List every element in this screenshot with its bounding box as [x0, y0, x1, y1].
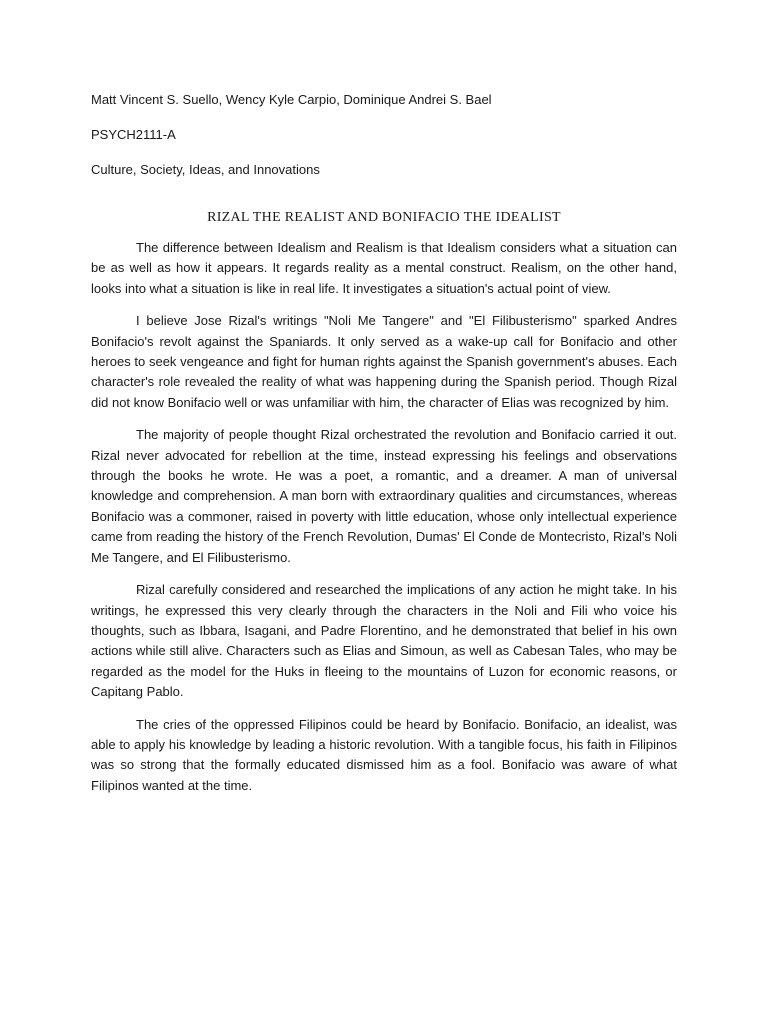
- course-code-line: PSYCH2111-A: [91, 127, 176, 142]
- paragraph-5: The cries of the oppressed Filipinos could be heard by Bonifacio. Bonifacio, an idealist, was able to apply his knowledge by leading a historic revolution. With a tangible focus, his faith in Filipinos was so strong that the formally educated dismissed him as a fool. Bonifacio was aware of what Filipinos wanted at the time.: [91, 716, 677, 793]
- document-title: RIZAL THE REALIST AND BONIFACIO THE IDEALIST: [207, 210, 561, 225]
- document-header: [91, 92, 691, 197]
- course-title-line: Culture, Society, Ideas, and Innovations: [91, 162, 320, 177]
- document-body: [91, 238, 677, 808]
- paragraph-3: The majority of people thought Rizal orchestrated the revolution and Bonifacio carried it out. Rizal never advocated for rebellion at the time, instead expressing his feelings and observations through the books he wrote. He was a poet, a romantic, and a dreamer. A man of universal knowledge and comprehension. A man born with extraordinary qualities and circumstances, whereas Bonifacio was a commoner, raised in poverty with little education, whose only intellectual experience came from reading the history of the French Revolution, Dumas' El Conde de Montecristo, Rizal's Noli Me Tangere, and El Filibusterismo.: [91, 427, 677, 565]
- paragraph-2: I believe Jose Rizal's writings "Noli Me Tangere" and "El Filibusterismo" sparked Andres Bonifacio's revolt against the Spaniards. It only served as a wake-up call for Bonifacio and other heroes to seek vengeance and fight for human rights against the Spanish government's abuses. Each character's role revealed the reality of what was happening during the Spanish period. Though Rizal did not know Bonifacio well or was unfamiliar with him, the character of Elias was recognized by him.: [91, 313, 677, 410]
- paragraph-4: Rizal carefully considered and researched the implications of any action he might take. In his writings, he expressed this very clearly through the characters in the Noli and Fili who voice his thoughts, such as Ibbara, Isagani, and Padre Florentino, and he demonstrated that belief in his own actions while still alive. Characters such as Elias and Simoun, as well as Cabesan Tales, who may be regarded as the model for the Huks in fleeing to the mountains of Luzon for economic reasons, or Capitang Pablo.: [91, 582, 677, 700]
- paragraph-1: The difference between Idealism and Realism is that Idealism considers what a situation can be as well as how it appears. It regards reality as a mental construct. Realism, on the other hand, looks into what a situation is like in real life. It investigates a situation's actual point of view.: [91, 240, 677, 296]
- authors-line: Matt Vincent S. Suello, Wency Kyle Carpio, Dominique Andrei S. Bael: [91, 92, 492, 107]
